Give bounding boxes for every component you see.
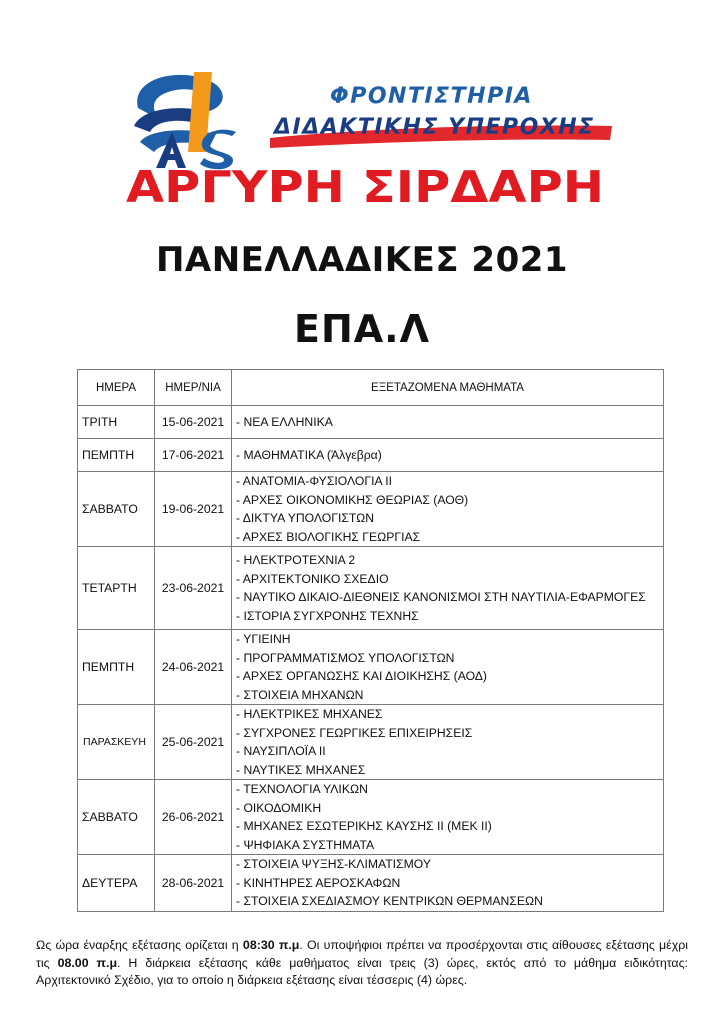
- logo-line2: ΔΙΔΑΚΤΙΚΗΣ ΥΠΕΡΟΧΗΣ: [274, 115, 595, 140]
- exam-day: ΤΕΤΑΡΤΗ: [78, 547, 155, 630]
- exam-date: 23-06-2021: [155, 547, 232, 630]
- subject-item: - ΝΑΥΤΙΚΕΣ ΜΗΧΑΝΕΣ: [236, 762, 366, 777]
- exam-day: ΣΑΒΒΑΤΟ: [78, 472, 155, 547]
- subject-item: - ΗΛΕΚΤΡΟΤΕΧΝΙΑ 2: [236, 553, 356, 567]
- subject-item: - ΗΛΕΚΤΡΙΚΕΣ ΜΗΧΑΝΕΣ: [236, 707, 383, 721]
- table-row: [78, 472, 664, 547]
- table-row: [78, 705, 664, 780]
- subject-item: - ΑΡΧΕΣ ΟΙΚΟΝΟΜΙΚΗΣ ΘΕΩΡΙΑΣ (ΑΟΘ): [236, 492, 469, 507]
- table-row: [78, 439, 664, 472]
- logo-emblem: [134, 72, 236, 169]
- exam-subjects: [232, 472, 664, 547]
- subject-item: - ΚΙΝΗΤΗΡΕΣ ΑΕΡΟΣΚΑΦΩΝ: [236, 875, 401, 890]
- exam-day: ΠΕΜΠΤΗ: [78, 439, 155, 472]
- note-part-1: Ως ώρα έναρξης εξέτασης ορίζεται η: [36, 938, 243, 952]
- exam-subjects: [232, 406, 664, 439]
- subject-item: - ΤΕΧΝΟΛΟΓΙΑ ΥΛΙΚΩΝ: [236, 782, 368, 796]
- subject-item: - ΑΡΧΕΣ ΒΙΟΛΟΓΙΚΗΣ ΓΕΩΡΓΙΑΣ: [236, 529, 421, 544]
- subject-item: - ΣΤΟΙΧΕΙΑ ΨΥΞΗΣ-ΚΛΙΜΑΤΙΣΜΟΥ: [236, 857, 431, 871]
- logo-name: ΑΡΓΥΡΗ ΣΙΡΔΑΡΗ: [126, 162, 604, 213]
- exam-subjects: [232, 855, 664, 912]
- subject-item: - ΨΗΦΙΑΚΑ ΣΥΣΤΗΜΑΤΑ: [236, 837, 375, 852]
- subject-item: - ΝΑΥΤΙΚΟ ΔΙΚΑΙΟ-ΔΙΕΘΝΕΙΣ ΚΑΝΟΝΙΣΜΟΙ ΣΤΗ ΝΑΥΤΙΛΙΑ-ΕΦΑΡΜΟΓΕΣ: [236, 590, 646, 604]
- exam-schedule-table: [77, 369, 664, 912]
- exam-date: 28-06-2021: [155, 855, 232, 912]
- exam-subjects: [232, 780, 664, 855]
- logo: [120, 68, 620, 216]
- exam-day: ΤΡΙΤΗ: [78, 406, 155, 439]
- exam-day: ΣΑΒΒΑΤΟ: [78, 780, 155, 855]
- exam-subjects: [232, 630, 664, 705]
- subject-item: - ΟΙΚΟΔΟΜΙΚΗ: [236, 800, 322, 815]
- subject-item: - ΥΓΙΕΙΝΗ: [236, 632, 291, 646]
- subject-item: - ΑΡΧΕΣ ΟΡΓΑΝΩΣΗΣ ΚΑΙ ΔΙΟΙΚΗΣΗΣ (ΑΟΔ): [236, 669, 487, 683]
- subject-item: - ΜΗΧΑΝΕΣ ΕΣΩΤΕΡΙΚΗΣ ΚΑΥΣΗΣ ΙΙ (ΜΕΚ ΙΙ): [236, 819, 492, 833]
- header-date: ΗΜΕΡ/ΝΙΑ: [155, 370, 232, 406]
- exam-subjects: [232, 439, 664, 472]
- subject-item: - ΙΣΤΟΡΙΑ ΣΥΓΧΡΟΝΗΣ ΤΕΧΝΗΣ: [236, 608, 419, 623]
- subject-item: - ΠΡΟΓΡΑΜΜΑΤΙΣΜΟΣ ΥΠΟΛΟΓΙΣΤΩΝ: [236, 650, 455, 665]
- start-time: 08:30 π.μ: [242, 938, 300, 952]
- table-row: [78, 547, 664, 630]
- table-row: [78, 630, 664, 705]
- subject-item: - ΑΝΑΤΟΜΙΑ-ΦΥΣΙΟΛΟΓΙΑ ΙΙ: [236, 474, 393, 488]
- exam-notes: [36, 937, 688, 990]
- subject-item: - ΝΑΥΣΙΠΛΟΪΑ ΙΙ: [236, 744, 326, 758]
- exam-day: ΠΕΜΠΤΗ: [78, 630, 155, 705]
- exam-date: 19-06-2021: [155, 472, 232, 547]
- note-part-3: . Η διάρκεια εξέτασης κάθε μαθήματος είναι τρεις (3) ώρες, εκτός από το μάθημα ειδικότητας: Αρχιτεκτονικό Σχέδιο, για το οποίο η διάρκεια εξέτασης είναι τέσσερις (4) ώρες.: [36, 955, 689, 987]
- exam-date: 25-06-2021: [155, 705, 232, 780]
- subject-item: - ΔΙΚΤΥΑ ΥΠΟΛΟΓΙΣΤΩΝ: [236, 511, 375, 525]
- table-row: [78, 780, 664, 855]
- subject-item: - ΝΕΑ ΕΛΛΗΝΙΚΑ: [236, 414, 333, 429]
- logo-graphic: [120, 68, 620, 216]
- arrival-time: 08.00 π.μ: [57, 955, 118, 970]
- exam-date: 24-06-2021: [155, 630, 232, 705]
- subject-item: - ΣΤΟΙΧΕΙΑ ΣΧΕΔΙΑΣΜΟΥ ΚΕΝΤΡΙΚΩΝ ΘΕΡΜΑΝΣΕΩΝ: [236, 894, 543, 908]
- header-day: ΗΜΕΡΑ: [78, 370, 155, 406]
- header-subjects: ΕΞΕΤΑΖΟΜΕΝΑ ΜΑΘΗΜΑΤΑ: [232, 370, 664, 406]
- page-subtitle: ΕΠΑ.Λ: [293, 307, 430, 351]
- table-row: [78, 406, 664, 439]
- logo-line1: ΦΡΟΝΤΙΣΤΗΡΙΑ: [330, 84, 533, 109]
- exam-subjects: [232, 547, 664, 630]
- exam-date: 15-06-2021: [155, 406, 232, 439]
- exam-day: ΠΑΡΑΣΚΕΥΗ: [78, 705, 155, 780]
- page-title: ΠΑΝΕΛΛΑΔΙΚΕΣ 2021: [155, 240, 569, 280]
- note-part-2: . Οι υποψήφιοι πρέπει να προσέρχονται στις αίθουσες εξέτασης μέχρι τις: [36, 938, 688, 970]
- subject-item: - ΑΡΧΙΤΕΚΤΟΝΙΚΟ ΣΧΕΔΙΟ: [236, 571, 389, 586]
- table-header-row: [78, 370, 664, 406]
- exam-subjects: [232, 705, 664, 780]
- exam-date: 17-06-2021: [155, 439, 232, 472]
- subject-item: - ΣΥΓΧΡΟΝΕΣ ΓΕΩΡΓΙΚΕΣ ΕΠΙΧΕΙΡΗΣΕΙΣ: [236, 725, 473, 740]
- subject-item: - ΜΑΘΗΜΑΤΙΚΑ (Άλγεβρα): [236, 447, 382, 462]
- exam-date: 26-06-2021: [155, 780, 232, 855]
- subject-item: - ΣΤΟΙΧΕΙΑ ΜΗΧΑΝΩΝ: [236, 687, 364, 702]
- exam-day: ΔΕΥΤΕΡΑ: [78, 855, 155, 912]
- table-row: [78, 855, 664, 912]
